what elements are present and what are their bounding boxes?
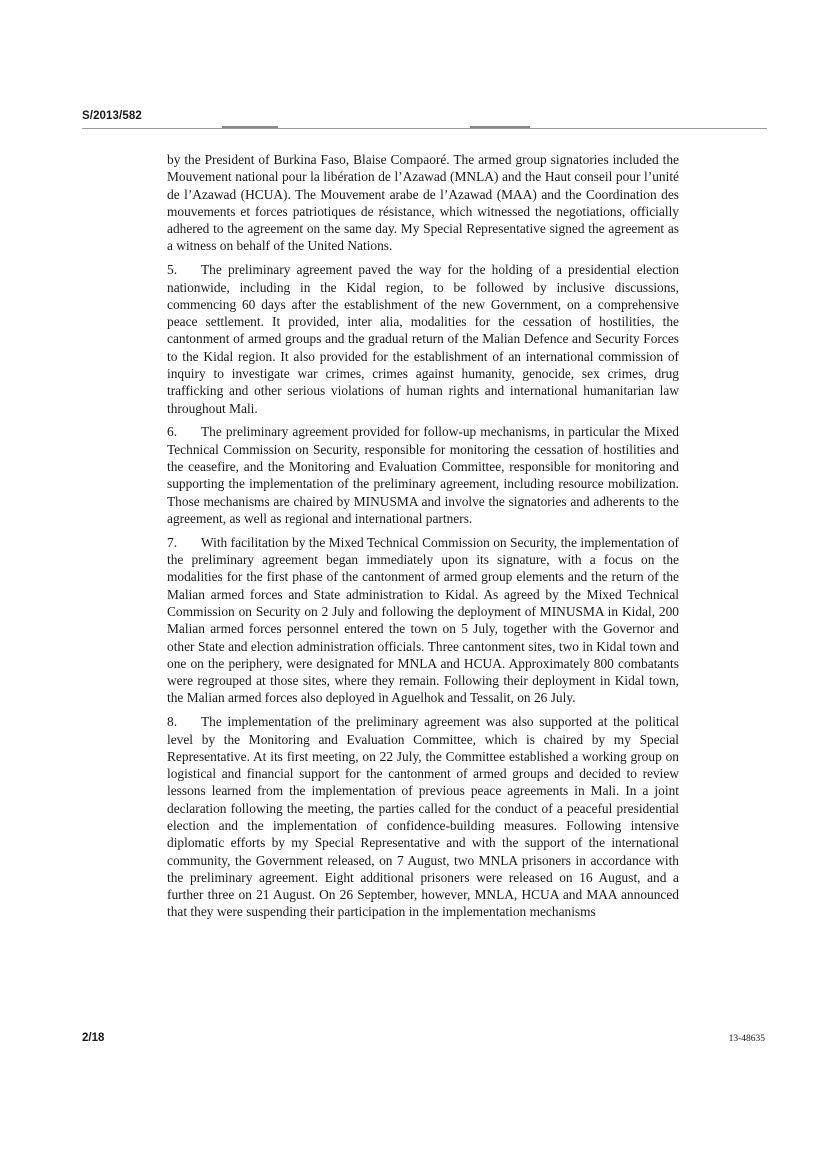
paragraph-number: 8. — [167, 714, 178, 730]
page-number: 2/18 — [82, 1032, 105, 1044]
paragraph-text: The implementation of the preliminary agreement was also supported at the political level by the Monitoring and Evaluation Committee, which is chaired by my Special Representative. At its first meeting, on 22 July, the Committee established a working group on logistical and financial support for the cantonment of armed groups and decided to review lessons learned from the implementation of previous peace agreements in Mali. In a joint declaration following the meeting, the parties called for the conduct of a peaceful presidential election and the implementation of confidence-building measures. Following intensive diplomatic efforts by my Special Representative and with the support of the international community, the Government released, on 7 August, two MNLA prisoners in accordance with the preliminary agreement. Eight additional prisoners were released on 16 August, and a further three on 21 August. On 26 September, however, MNLA, HCUA and MAA announced that they were suspending their participation in the implementation mechanisms — [167, 714, 679, 920]
paragraph-8 — [167, 713, 679, 921]
continuation-paragraph: by the President of Burkina Faso, Blaise Compaoré. The armed group signatories included the Mouvement national pour la libération de l’Azawad (MNLA) and the Haut conseil pour l’unité de l’Azawad (HCUA). The Mouvement arabe de l’Azawad (MAA) and the Coordination des mouvements et forces patriotiques de résistance, which witnessed the negotiations, officially adhered to the agreement on the same day. My Special Representative signed the agreement as a witness on behalf of the United Nations. — [167, 152, 679, 254]
paragraph-number: 7. — [167, 534, 178, 550]
paragraph-6 — [167, 423, 679, 527]
paragraph-7 — [167, 534, 679, 707]
header-rule-accent-left — [222, 126, 278, 128]
paragraph-number: 5. — [167, 262, 178, 278]
paragraph-text: With facilitation by the Mixed Technical Commission on Security, the implementation of the preliminary agreement began immediately upon its signature, with a focus on the modalities for the first phase of the cantonment of armed group elements and the return of the Malian armed forces and State administration to Kidal. As agreed by the Mixed Technical Commission on Security on 2 July and following the deployment of MINUSMA in Kidal, 200 Malian armed forces personnel entered the town on 5 July, together with the Governor and other State and election administration officials. Three cantonment sites, two in Kidal town and one on the periphery, were designated for MNLA and HCUA. Approximately 800 combatants were regrouped at those sites, where they remain. Following their deployment in Kidal town, the Malian armed forces also deployed in Aguelhok and Tessalit, on 26 July. — [167, 534, 679, 706]
header-rule-accent-right — [470, 126, 530, 128]
paragraph-number: 6. — [167, 424, 178, 440]
header-rule — [82, 128, 767, 129]
document-symbol: S/2013/582 — [82, 110, 142, 122]
paragraph-text: The preliminary agreement provided for follow-up mechanisms, in particular the Mixed Technical Commission on Security, responsible for monitoring the cessation of hostilities and the ceasefire, and the Monitoring and Evaluation Committee, responsible for monitoring and supporting the implementation of the preliminary agreement, including resource mobilization. Those mechanisms are chaired by MINUSMA and involve the signatories and adherents to the agreement, as well as regional and international partners. — [167, 424, 679, 526]
paragraph-text: The preliminary agreement paved the way for the holding of a presidential election nationwide, including in the Kidal region, to be followed by inclusive discussions, commencing 60 days after the establishment of the new Government, on a comprehensive peace settlement. It provided, inter alia, modalities for the cessation of hostilities, the cantonment of armed groups and the gradual return of the Malian Defence and Security Forces to the Kidal region. It also provided for the establishment of an international commission of inquiry to investigate war crimes, crimes against humanity, genocide, sex crimes, drug trafficking and other serious violations of human rights and international humanitarian law throughout Mali. — [167, 262, 679, 416]
document-body — [167, 151, 679, 927]
job-number: 13-48635 — [728, 1034, 765, 1044]
paragraph-5 — [167, 261, 679, 417]
